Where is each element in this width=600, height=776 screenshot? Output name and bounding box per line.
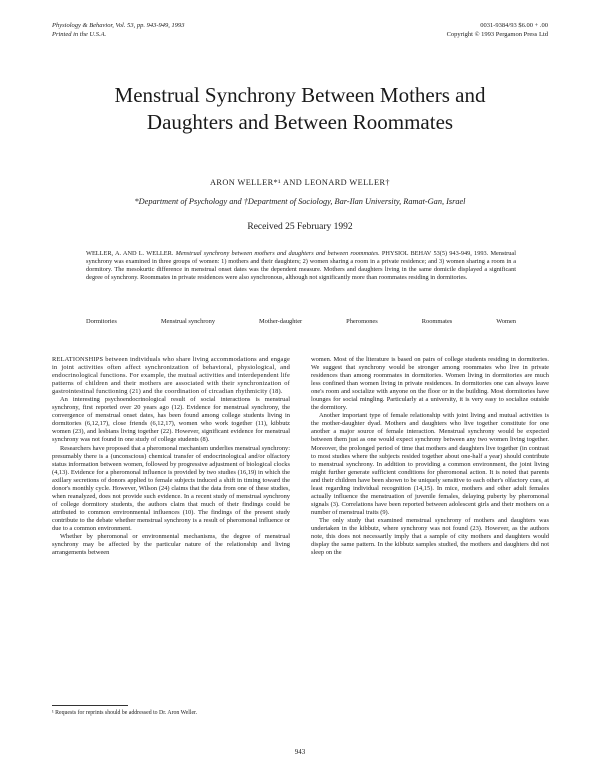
keyword: Women bbox=[496, 318, 516, 325]
title-line-1: Menstrual Synchrony Between Mothers and bbox=[114, 83, 486, 107]
abstract-ref-journal: PHYSIOL BEHAV 53(5) 943-949, 1993. bbox=[381, 250, 489, 257]
footnote-rule bbox=[52, 705, 128, 706]
paragraph: women. Most of the literature is based on pairs of college students residing in dormitories. We suggest that synchrony would be stronger among roommates who live in private residences than among roommates in dormitories. Women living in dormitories are much less confined than women living in private residences. In dormitories one can always leave one's room and socialize with anyone on the floor or in the building. Most dormitories have lounges for social mingling. Particularly at a university, it is very easy to socialize outside the dormitory. bbox=[311, 356, 549, 412]
paragraph: Another important type of female relationship with joint living and mutual activities is the mother-daughter dyad. Mothers and daughters who live together constitute for one another a major source of female interaction. Menstrual synchrony would be expected between them just as one would expect synchrony between any two women living together. Moreover, the prolonged period of time that mothers and daughters live together (in contrast to most studies where the subjects resided together about one-half a year) should contribute to menstrual synchrony. In addition to providing a common environment, the joint living might further generate sufficient conditions for pheromonal action. It is noted that parents and their children have been shown to be uniquely sensitive to each other's olfactory cues, at least regarding individual recognition (14,15). In mice, mothers and other adult females actually influence the menstruation of juvenile females, delaying puberty by pheromonal signals (3). Correlations have been reported between adolescent girls and their mothers on a number of menstrual traits (9). bbox=[311, 412, 549, 516]
journal-header-right bbox=[447, 22, 548, 39]
abstract-body: Menstrual synchrony was examined in three groups of women: 1) mothers and their daughters; 2) women sharing a room in a private residence; and 3) women sharing a room in a dormitory. The mesokurtic difference in menstrual onset dates was the dependent measure. Mothers and daughters living in the same domicile displayed a significant degree of synchrony. Roommates in private residences were also synchronous, although not significantly more than roommates residing in dormitories. bbox=[86, 250, 516, 281]
journal-copyright: Copyright © 1993 Pergamon Press Ltd bbox=[446, 30, 548, 38]
keyword: Mother-daughter bbox=[259, 318, 303, 325]
journal-header-left bbox=[52, 22, 185, 39]
abstract bbox=[86, 250, 516, 282]
keyword: Dormitories bbox=[86, 318, 117, 325]
page-number: 943 bbox=[294, 748, 306, 756]
affiliation: *Department of Psychology and †Department of Sociology, Bar-Ilan University, Ramat-Gan, Israel bbox=[134, 197, 466, 206]
author-line: ARON WELLER*¹ AND LEONARD WELLER† bbox=[210, 178, 390, 187]
journal-citation: Physiology & Behavior, Vol. 53, pp. 943-949, 1993 bbox=[52, 22, 185, 29]
paragraph: An interesting psychoendocrinological result of social interactions is menstrual synchrony, first reported over 20 years ago (12). Evidence for menstrual synchrony, the convergence of menstrual onset dates, has been found among college students living in dormitories (6,12,17), close friends (6,12,17), women who work together (11), kibbutz women (23), and lesbians living together (22). However, significant evidence for menstrual synchrony was not found in one study of college students (8). bbox=[52, 396, 290, 444]
keyword-list bbox=[86, 318, 516, 325]
body-column-left bbox=[52, 356, 290, 557]
received-date: Received 25 February 1992 bbox=[247, 222, 353, 232]
paragraph: The only study that examined menstrual synchrony of mothers and daughters was undertaken in the kibbutz, where synchrony was not found (23). However, as the authors note, this does not necessarily imply that a sample of city mothers and daughters would display the same pattern. In the kibbutz samples studied, the mothers and daughters did not sleep on the bbox=[311, 516, 549, 557]
keyword: Roommates bbox=[421, 318, 453, 325]
keyword: Pheromones bbox=[346, 318, 378, 325]
journal-code: 0031-9384/93 $6.00 + .00 bbox=[480, 22, 548, 29]
abstract-ref-title: Menstrual synchrony between mothers and daughters and between roommates. bbox=[175, 250, 380, 257]
body-column-right bbox=[311, 356, 549, 557]
footnote: ¹ Requests for reprints should be addressed to Dr. Aron Weller. bbox=[52, 710, 198, 716]
title-line-2: Daughters and Between Roommates bbox=[146, 110, 454, 134]
printed-in: Printed in the U.S.A. bbox=[52, 30, 107, 38]
article-title bbox=[40, 82, 560, 136]
paragraph: Whether by pheromonal or environmental mechanisms, the degree of menstrual synchrony may be affected by the particular nature of the relationship and living arrangements between bbox=[52, 533, 290, 557]
abstract-lead: WELLER, A. AND L. WELLER. bbox=[86, 250, 174, 257]
paragraph: RELATIONSHIPS between individuals who share living accommodations and engage in joint activities often affect synchronization of behavioral, physiological, and endocrinological functions. For example, the mutual activities and interdependent life patterns of children and their mothers are associated with their synchronization of gastrointestinal functioning (21) and the coordination of circadian rhythmicity (18). bbox=[52, 356, 290, 396]
paragraph: Researchers have proposed that a pheromonal mechanism underlies menstrual synchrony: presumably there is a (unconscious) chemical transfer of endocrinological and/or olfactory status information between women, followed by progressive adjustment of biological clocks (4,13). Evidence for a pheromonal influence is provided by two studies (16,19) in which the axillary secretions of donors applied to female subjects induced a shift in timing toward the donor's monthly cycle. However, Wilson (24) claims that the data from one of these studies, when reanalyzed, does not provide such evidence. In a recent study of menstrual synchrony of college dormitory students, the authors claim that much of their findings could be attributed to common environmental influences (10). The findings of the present study contribute to the debate whether menstrual synchrony is a result of pheromonal influence or due to a common environment. bbox=[52, 444, 290, 532]
keyword: Menstrual synchrony bbox=[160, 318, 216, 325]
